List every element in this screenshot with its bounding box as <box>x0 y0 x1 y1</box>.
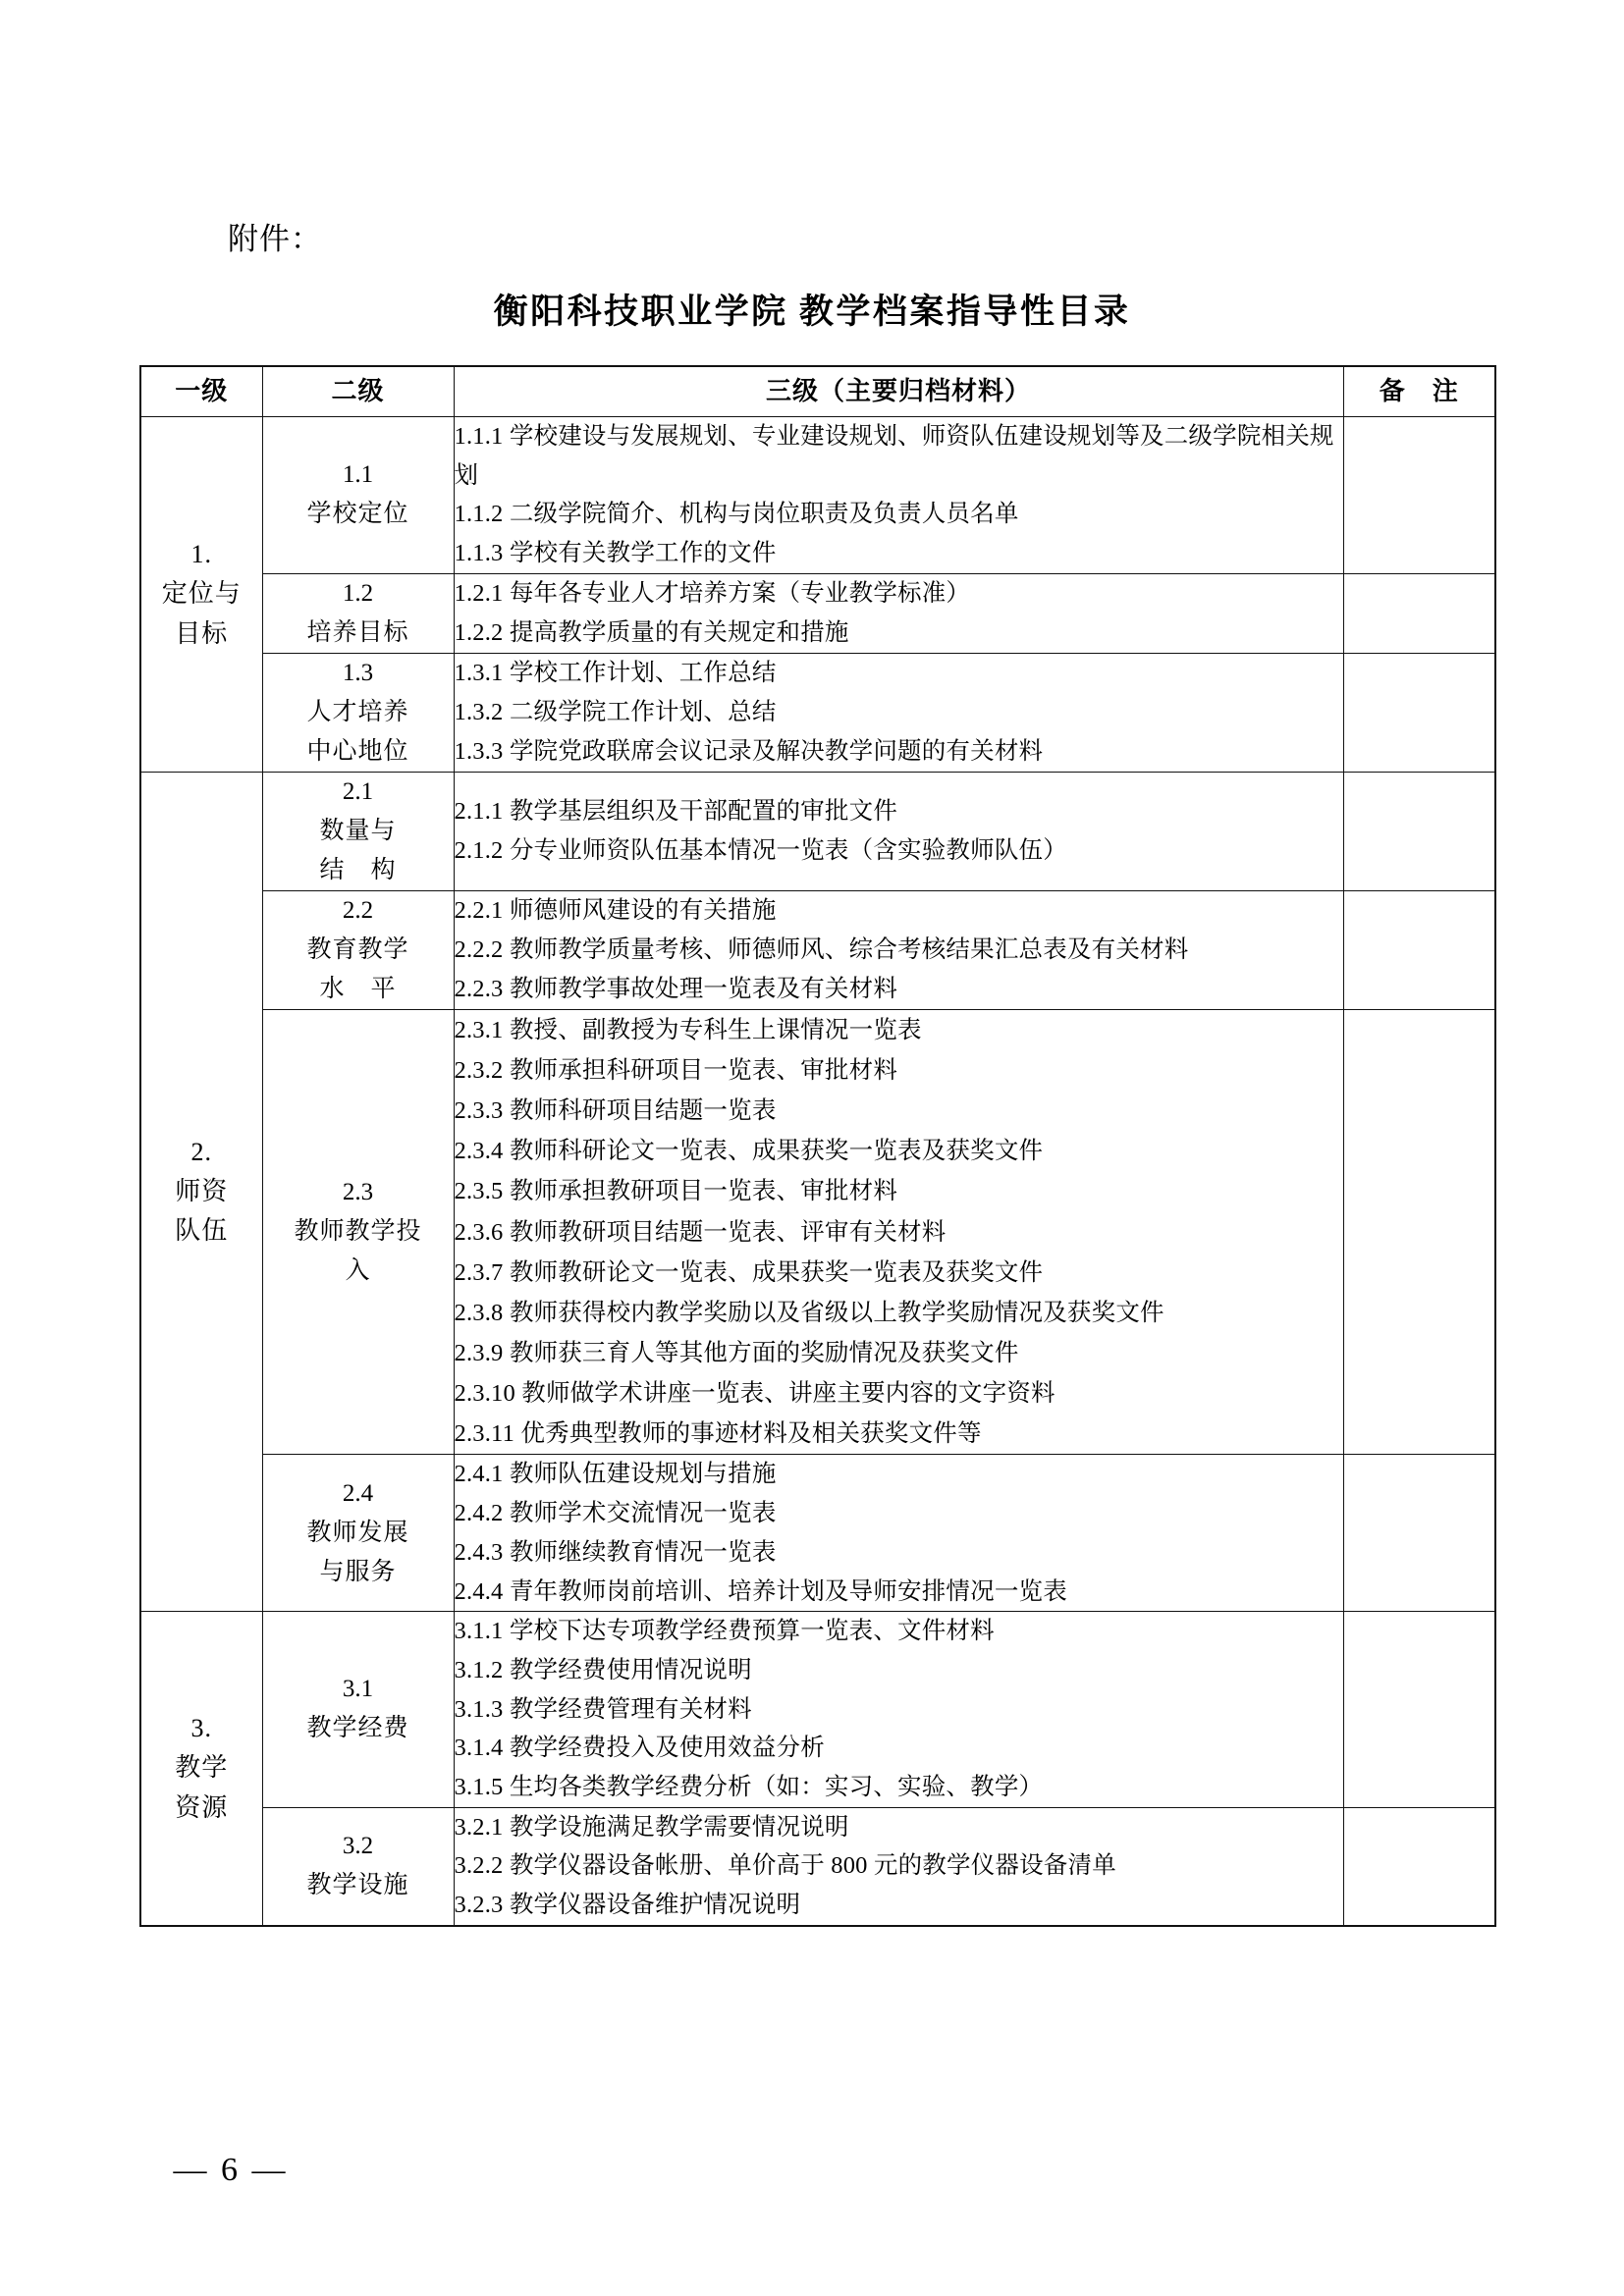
level3-items-cell <box>454 772 1343 890</box>
table-row <box>140 573 1495 653</box>
level2-label-line1: 教育教学 <box>306 935 409 963</box>
level2-label-line2: 与服务 <box>319 1558 397 1585</box>
level3-items-cell <box>454 573 1343 653</box>
column-header-level1: 一级 <box>140 366 262 417</box>
level2-number: 3.2 <box>342 1833 374 1860</box>
level3-item: 3.2.1 教学设施满足教学需要情况说明 <box>454 1813 849 1841</box>
level1-number: 1. <box>190 539 212 568</box>
page-number: — 6 — <box>173 2152 289 2188</box>
attachment-label: 附件： <box>228 222 322 256</box>
level3-item: 2.3.1 教授、副教授为专科生上课情况一览表 <box>454 1016 922 1043</box>
level2-category-cell <box>262 1455 454 1612</box>
remark-cell <box>1343 653 1495 772</box>
remark-cell <box>1343 1612 1495 1807</box>
level3-item: 3.1.2 教学经费使用情况说明 <box>454 1656 752 1683</box>
level2-number: 1.1 <box>342 461 374 489</box>
level2-label-line1: 人才培养 <box>306 698 409 725</box>
level3-item: 2.4.2 教师学术交流情况一览表 <box>454 1500 777 1527</box>
table-row <box>140 417 1495 574</box>
table-row <box>140 772 1495 890</box>
column-header-level3: 三级（主要归档材料） <box>454 366 1343 417</box>
level3-item: 2.2.1 师德师风建设的有关措施 <box>454 897 777 925</box>
level2-category-cell <box>262 417 454 574</box>
level2-label-line2: 结 构 <box>319 856 397 883</box>
level2-category-cell <box>262 890 454 1009</box>
level2-category-cell <box>262 653 454 772</box>
level3-items-cell <box>454 1807 1343 1926</box>
level3-item: 2.3.8 教师获得校内教学奖励以及省级以上教学奖励情况及获奖文件 <box>454 1299 1164 1326</box>
level3-item: 2.4.1 教师队伍建设规划与措施 <box>454 1461 777 1488</box>
level2-category-cell <box>262 573 454 653</box>
table-header-row <box>140 366 1495 417</box>
level1-number: 2. <box>190 1137 212 1166</box>
level3-items-cell <box>454 890 1343 1009</box>
level3-item: 3.1.4 教学经费投入及使用效益分析 <box>454 1735 825 1762</box>
remark-cell <box>1343 1455 1495 1612</box>
level3-item: 2.3.6 教师教研项目结题一览表、评审有关材料 <box>454 1218 947 1246</box>
level1-category-cell <box>140 1612 262 1926</box>
remark-cell <box>1343 772 1495 890</box>
level2-number: 2.1 <box>342 777 374 805</box>
table-row <box>140 1455 1495 1612</box>
level2-label-line1: 教师发展 <box>306 1519 409 1546</box>
level1-label-line1: 定位与 <box>161 579 242 609</box>
level2-label-line1: 培养目标 <box>306 618 409 646</box>
level3-item: 2.1.1 教学基层组织及干部配置的审批文件 <box>454 798 898 826</box>
table-row <box>140 890 1495 1009</box>
table-row <box>140 1612 1495 1807</box>
level2-label-line1: 教学设施 <box>306 1872 409 1899</box>
level2-number: 2.3 <box>342 1179 374 1206</box>
catalog-table-container <box>139 365 1494 1927</box>
level3-items-cell <box>454 417 1343 574</box>
catalog-table <box>139 365 1496 1927</box>
level2-category-cell <box>262 772 454 890</box>
table-row <box>140 1009 1495 1455</box>
level1-label-line2: 资源 <box>175 1792 229 1822</box>
remark-cell <box>1343 890 1495 1009</box>
level2-label-line2: 入 <box>345 1257 371 1285</box>
level3-item: 2.3.2 教师承担科研项目一览表、审批材料 <box>454 1056 898 1084</box>
level1-number: 3. <box>190 1714 212 1743</box>
level1-category-cell <box>140 417 262 773</box>
level3-item: 3.1.5 生均各类教学经费分析（如：实习、实验、教学） <box>454 1773 1044 1800</box>
column-header-level2: 二级 <box>262 366 454 417</box>
level2-number: 1.3 <box>342 659 374 686</box>
level3-items-cell <box>454 1009 1343 1455</box>
page-title: 衡阳科技职业学院 教学档案指导性目录 <box>493 293 1131 331</box>
level2-number: 3.1 <box>342 1676 374 1703</box>
level3-item: 2.4.3 教师继续教育情况一览表 <box>454 1538 777 1566</box>
level3-item: 2.3.5 教师承担教研项目一览表、审批材料 <box>454 1178 898 1205</box>
level3-item: 1.2.2 提高教学质量的有关规定和措施 <box>454 618 849 646</box>
level3-item: 2.2.2 教师教学质量考核、师德师风、综合考核结果汇总表及有关材料 <box>454 935 1189 963</box>
level2-label-line2: 水 平 <box>319 975 397 1002</box>
level3-item: 2.3.9 教师获三育人等其他方面的奖励情况及获奖文件 <box>454 1340 1019 1366</box>
level3-item: 2.3.3 教师科研项目结题一览表 <box>454 1097 777 1125</box>
level3-items-cell <box>454 1612 1343 1807</box>
remark-cell <box>1343 1807 1495 1926</box>
level2-category-cell <box>262 1807 454 1926</box>
level1-label-line2: 队伍 <box>175 1216 229 1246</box>
level3-items-cell <box>454 653 1343 772</box>
level3-item: 2.3.7 教师教研论文一览表、成果获奖一览表及获奖文件 <box>454 1258 1044 1286</box>
level1-label-line1: 教学 <box>175 1753 229 1783</box>
level2-number: 2.2 <box>342 896 374 924</box>
level3-item: 2.2.3 教师教学事故处理一览表及有关材料 <box>454 975 898 1002</box>
level2-category-cell <box>262 1612 454 1807</box>
level2-label-line1: 教学经费 <box>306 1715 409 1742</box>
level2-category-cell <box>262 1009 454 1455</box>
level2-label-line1: 教师教学投 <box>294 1218 422 1246</box>
level3-items-cell <box>454 1455 1343 1612</box>
level1-label-line2: 目标 <box>175 618 229 648</box>
remark-cell <box>1343 417 1495 574</box>
level1-category-cell <box>140 772 262 1611</box>
level2-label-line1: 数量与 <box>319 817 397 844</box>
level3-item: 1.3.3 学院党政联席会议记录及解决教学问题的有关材料 <box>454 737 1044 765</box>
level3-item: 1.1.3 学校有关教学工作的文件 <box>454 540 777 567</box>
level3-item: 2.3.4 教师科研论文一览表、成果获奖一览表及获奖文件 <box>454 1138 1044 1165</box>
level3-item: 1.1.2 二级学院简介、机构与岗位职责及负责人员名单 <box>454 501 1019 528</box>
level2-label-line2: 中心地位 <box>306 737 409 765</box>
level3-item: 3.2.2 教学仪器设备帐册、单价高于 800 元的教学仪器设备清单 <box>454 1852 1116 1880</box>
level3-item: 2.1.2 分专业师资队伍基本情况一览表（含实验教师队伍） <box>454 836 1067 864</box>
level3-item: 2.3.10 教师做学术讲座一览表、讲座主要内容的文字资料 <box>454 1380 1056 1408</box>
level3-item: 2.4.4 青年教师岗前培训、培养计划及导师安排情况一览表 <box>454 1577 1067 1605</box>
table-row <box>140 653 1495 772</box>
level3-item: 3.1.3 教学经费管理有关材料 <box>454 1695 752 1723</box>
level3-item: 1.2.1 每年各专业人才培养方案（专业教学标准） <box>454 580 971 608</box>
table-row <box>140 1807 1495 1926</box>
column-header-remark: 备 注 <box>1343 366 1495 417</box>
level2-label-line1: 学校定位 <box>306 501 409 528</box>
level3-item: 1.3.1 学校工作计划、工作总结 <box>454 660 777 687</box>
level3-item: 3.1.1 学校下达专项教学经费预算一览表、文件材料 <box>454 1618 995 1645</box>
level3-item: 3.2.3 教学仪器设备维护情况说明 <box>454 1892 801 1919</box>
remark-cell <box>1343 573 1495 653</box>
level2-number: 1.2 <box>342 579 374 607</box>
level2-number: 2.4 <box>342 1479 374 1507</box>
level3-item: 1.1.1 学校建设与发展规划、专业建设规划、师资队伍建设规划等及二级学院相关规划 <box>454 423 1334 489</box>
level3-item: 1.3.2 二级学院工作计划、总结 <box>454 698 777 725</box>
level1-label-line1: 师资 <box>175 1176 229 1205</box>
remark-cell <box>1343 1009 1495 1455</box>
level3-item: 2.3.11 优秀典型教师的事迹材料及相关获奖文件等 <box>454 1420 982 1448</box>
